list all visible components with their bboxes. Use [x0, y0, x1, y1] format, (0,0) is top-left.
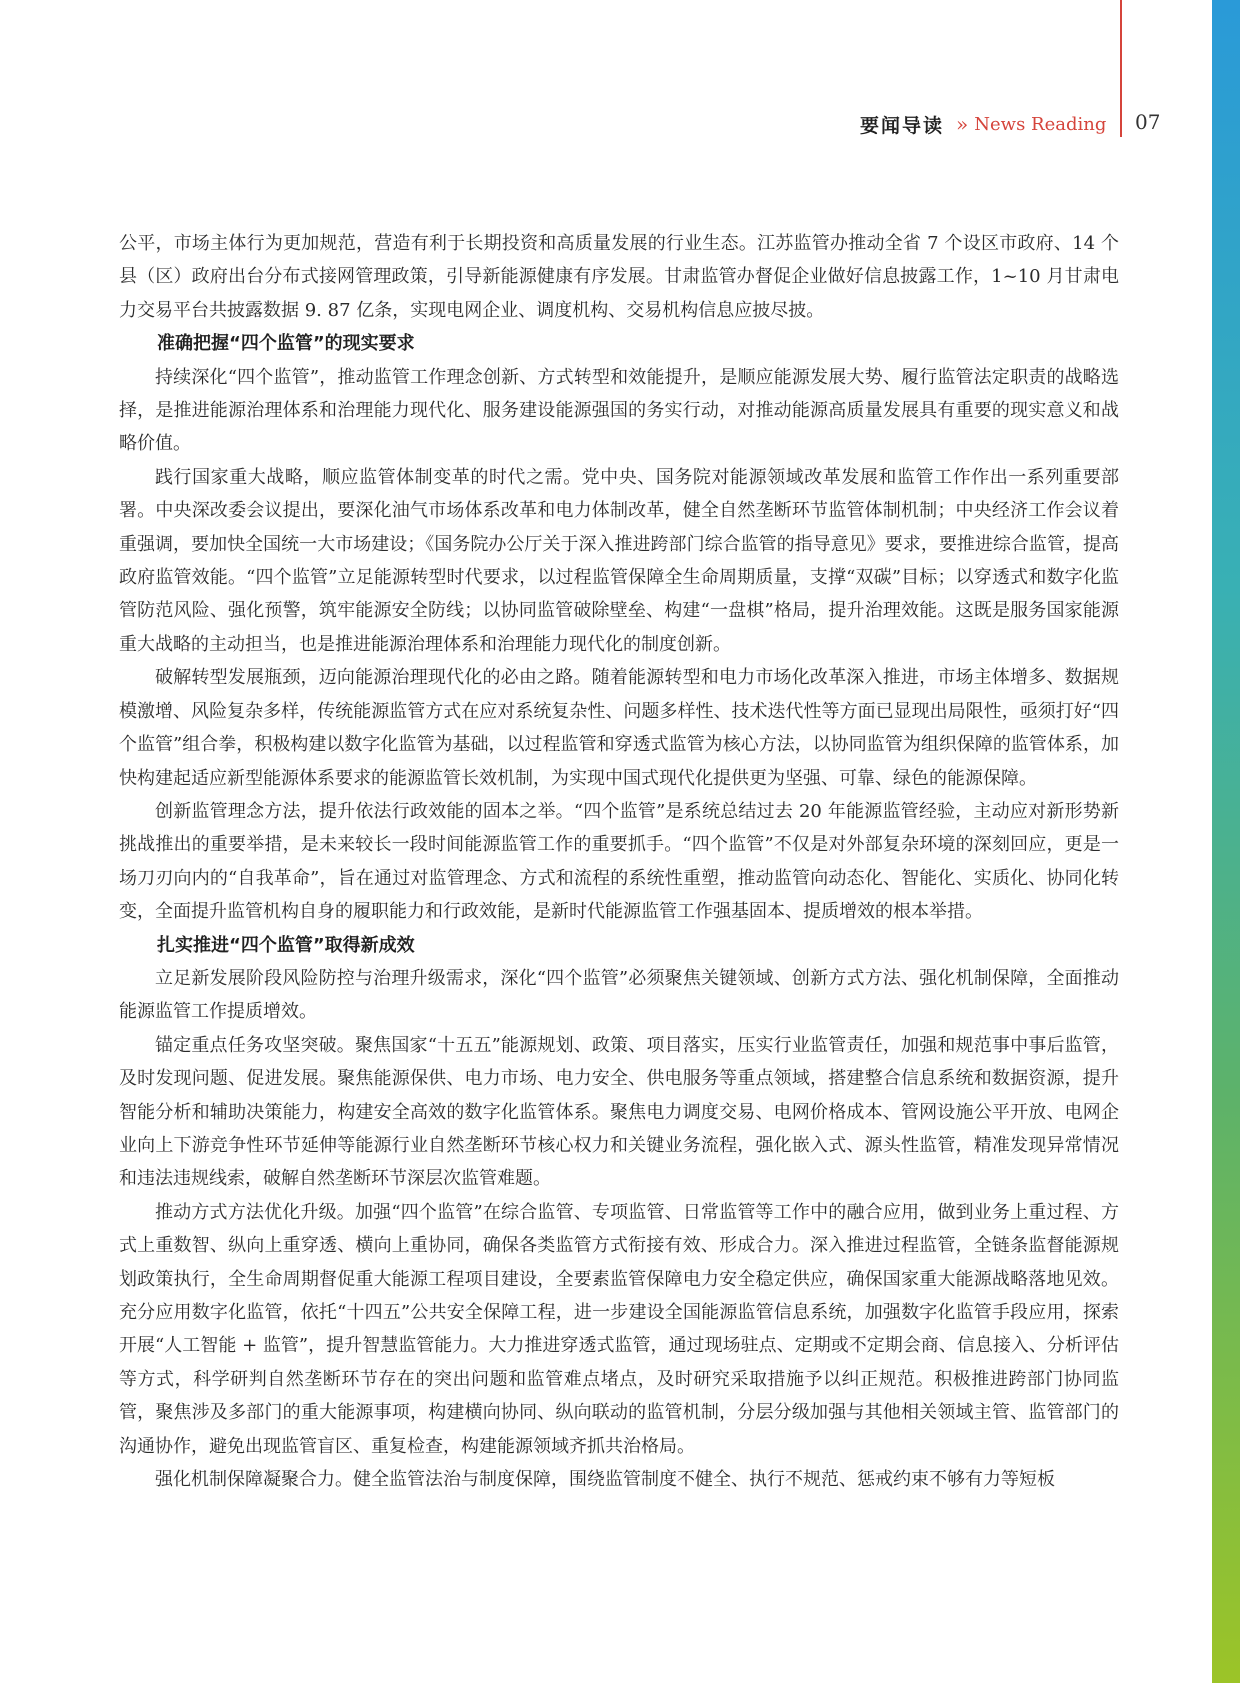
- paragraph: 创新监管理念方法，提升依法行政效能的固本之举。“四个监管”是系统总结过去 20 年能源监管经验，主动应对新形势新挑战推出的重要举措，是未来较长一段时间能源监管工作的重要抓手。“四个监管”不仅是对外部复杂环境的深刻回应，更是一场刀刃向内的“自我革命”，旨在通过对监管理念、方式和流程的系统性重塑，推动监管向动态化、智能化、实质化、协同化转变，全面提升监管机构自身的履职能力和行政效能，是新时代能源监管工作强基固本、提质增效的根本举措。: [119, 800, 1119, 923]
- paragraph: 推动方式方法优化升级。加强“四个监管”在综合监管、专项监管、日常监管等工作中的融合应用，做到业务上重过程、方式上重数智、纵向上重穿透、横向上重协同，确保各类监管方式衔接有效、形成合力。深入推进过程监管，全链条监督能源规划政策执行，全生命周期督促重大能源工程项目建设，全要素监管保障电力安全稳定供应，确保国家重大能源战略落地见效。充分应用数字化监管，依托“十四五”公共安全保障工程，进一步建设全国能源监管信息系统，加强数字化监管手段应用，探索开展“人工智能 + 监管”，提升智慧监管能力。大力推进穿透式监管，通过现场驻点、定期或不定期会商、信息接入、分析评估等方式，科学研判自然垄断环节存在的突出问题和监管难点堵点，及时研究采取措施予以纠正规范。积极推进跨部门协同监管，聚焦涉及多部门的重大能源事项，构建横向协同、纵向联动的监管机制，分层分级加强与其他相关领域主管、监管部门的沟通协作，避免出现监管盲区、重复检查，构建能源领域齐抓共治格局。: [119, 1201, 1119, 1457]
- section-name: 要闻导读: [860, 114, 945, 137]
- paragraph: 强化机制保障凝聚合力。健全监管法治与制度保障，围绕监管制度不健全、执行不规范、惩戒约束不够有力等短板: [155, 1469, 1055, 1491]
- decorative-color-bar: [1212, 0, 1240, 1683]
- header-divider-line: [1120, 0, 1122, 137]
- page-number: 07: [1135, 110, 1161, 134]
- paragraph: 践行国家重大战略，顺应监管体制变革的时代之需。党中央、国务院对能源领域改革发展和监管工作作出一系列重要部署。中央深改委会议提出，要深化油气市场体系改革和电力体制改革，健全自然垄断环节监管体制机制；中央经济工作会议着重强调，要加快全国统一大市场建设；《国务院办公厅关于深入推进跨部门综合监管的指导意见》要求，要推进综合监管，提高政府监管效能。“四个监管”立足能源转型时代要求，以过程监管保障全生命周期质量，支撑“双碳”目标；以穿透式和数字化监管防范风险、强化预警，筑牢能源安全防线；以协同监管破除壁垒、构建“一盘棋”格局，提升治理效能。这既是服务国家能源重大战略的主动担当，也是推进能源治理体系和治理能力现代化的制度创新。: [119, 466, 1119, 655]
- paragraph: 持续深化“四个监管”，推动监管工作理念创新、方式转型和效能提升，是顺应能源发展大势、履行监管法定职责的战略选择，是推进能源治理体系和治理能力现代化、服务建设能源强国的务实行动，对推动能源高质量发展具有重要的现实意义和战略价值。: [119, 366, 1119, 455]
- section-heading: 扎实推进“四个监管”取得新成效: [157, 934, 415, 956]
- section-heading: 准确把握“四个监管”的现实要求: [157, 333, 415, 355]
- paragraph: 立足新发展阶段风险防控与治理升级需求，深化“四个监管”必须聚焦关键领域、创新方式方法、强化机制保障，全面推动能源监管工作提质增效。: [119, 967, 1119, 1023]
- double-chevron-icon: »: [956, 112, 969, 136]
- running-header: [860, 108, 1106, 140]
- section-name-english: News Reading: [974, 113, 1107, 135]
- paragraph: 破解转型发展瓶颈，迈向能源治理现代化的必由之路。随着能源转型和电力市场化改革深入推进，市场主体增多、数据规模激增、风险复杂多样，传统能源监管方式在应对系统复杂性、问题多样性、技术迭代性等方面已显现出局限性，亟须打好“四个监管”组合拳，积极构建以数字化监管为基础，以过程监管和穿透式监管为核心方法，以协同监管为组织保障的监管体系，加快构建起适应新型能源体系要求的能源监管长效机制，为实现中国式现代化提供更为坚强、可靠、绿色的能源保障。: [119, 667, 1119, 789]
- paragraph: 公平，市场主体行为更加规范，营造有利于长期投资和高质量发展的行业生态。江苏监管办推动全省 7 个设区市政府、14 个县（区）政府出台分布式接网管理政策，引导新能源健康有序发展。甘肃监管办督促企业做好信息披露工作，1~10 月甘肃电力交易平台共披露数据 9. 87 亿条，实现电网企业、调度机构、交易机构信息应披尽披。: [119, 233, 1119, 321]
- paragraph: 锚定重点任务攻坚突破。聚焦国家“十五五”能源规划、政策、项目落实，压实行业监管责任，加强和规范事中事后监管，及时发现问题、促进发展。聚焦能源保供、电力市场、电力安全、供电服务等重点领域，搭建整合信息系统和数据资源，提升智能分析和辅助决策能力，构建安全高效的数字化监管体系。聚焦电力调度交易、电网价格成本、管网设施公平开放、电网企业向上下游竞争性环节延伸等能源行业自然垄断环节核心权力和关键业务流程，强化嵌入式、源头性监管，精准发现异常情况和违法违规线索，破解自然垄断环节深层次监管难题。: [119, 1034, 1119, 1190]
- article-body: [119, 227, 1119, 1496]
